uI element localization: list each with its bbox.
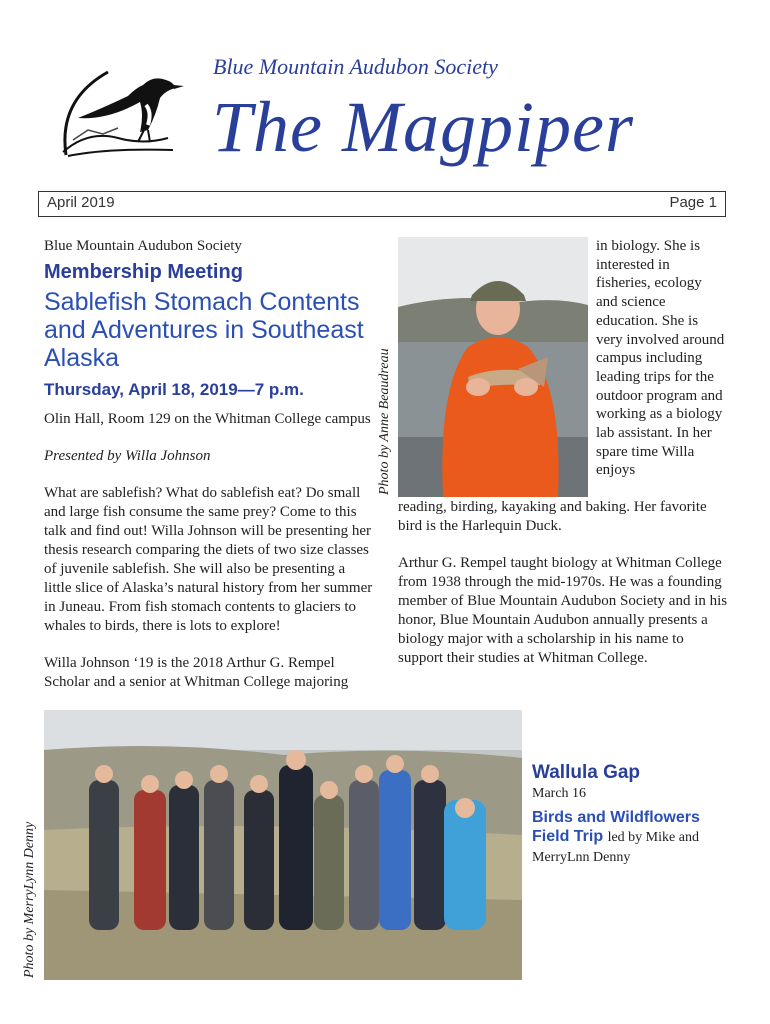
issue-date: April 2019 bbox=[47, 194, 115, 211]
article-kicker: Membership Meeting bbox=[44, 261, 243, 283]
field-trip-title: Birds and Wildflowers Field Trip bbox=[532, 809, 700, 845]
newsletter-title: The Magpiper bbox=[212, 87, 634, 167]
field-trip-heading bbox=[532, 808, 732, 867]
wallula-date: March 16 bbox=[532, 786, 587, 801]
date-bar bbox=[38, 191, 726, 217]
article-left-column bbox=[44, 238, 374, 710]
wallula-gap-section bbox=[532, 762, 732, 867]
photo1-credit-container bbox=[377, 237, 395, 497]
article-side-text: in biology. She is interested in fisheries, ecology and science education. She is very involved around campus including leading trips for the outdoor program and working as a biology lab assistant. In her spare time Willa enjoys bbox=[596, 238, 725, 479]
article-headline: Sablefish Stomach Contents and Adventures in Southeast Alaska bbox=[44, 288, 364, 372]
magpie-logo-icon bbox=[48, 60, 188, 170]
photo2-credit-container bbox=[22, 710, 40, 980]
presenter-photo bbox=[398, 237, 588, 497]
presenter: Presented by Willa Johnson bbox=[44, 448, 211, 464]
group-photo bbox=[44, 710, 522, 980]
wallula-title: Wallula Gap bbox=[532, 762, 641, 783]
field-trip-leaders: led by Mike and MerryLnn Denny bbox=[532, 830, 699, 865]
photo1-credit: Photo by Anne Beaudreau bbox=[377, 348, 392, 495]
event-location: Olin Hall, Room 129 on the Whitman College campus bbox=[44, 411, 371, 427]
rempel-paragraph: Arthur G. Rempel taught biology at Whitman College from 1938 through the mid-1970s. He was a founding member of Blue Mountain Audubon Society and in his honor, Blue Mountain Audubon annually presents a biology major with a scholarship in his name to support their studies at Whitman College. bbox=[398, 555, 728, 666]
article-continuation: reading, birding, kayaking and baking. Her favorite bird is the Harlequin Duck. bbox=[398, 499, 707, 534]
photo2-credit: Photo by MerryLynn Denny bbox=[22, 821, 37, 978]
event-date: Thursday, April 18, 2019—7 p.m. bbox=[44, 380, 304, 399]
page-number: Page 1 bbox=[669, 194, 717, 211]
article-paragraph-2: Willa Johnson ‘19 is the 2018 Arthur G. Rempel Scholar and a senior at Whitman College majoring bbox=[44, 655, 349, 690]
article-right-column bbox=[398, 498, 728, 686]
society-name: Blue Mountain Audubon Society bbox=[213, 54, 498, 79]
article-paragraph-1: What are sablefish? What do sablefish eat? Do small and large fish consume the same prey? Come to this talk and find out! Willa Johnson will be presenting her thesis research comparing the diets of two size classes of juvenile sablefish. She will also be presenting a little slice of Alaska’s natural history from her summer in Juneau. From fish stomach contents to glaciers to whales to birds, there is lots to explore! bbox=[44, 485, 373, 634]
article-society: Blue Mountain Audubon Society bbox=[44, 238, 242, 254]
